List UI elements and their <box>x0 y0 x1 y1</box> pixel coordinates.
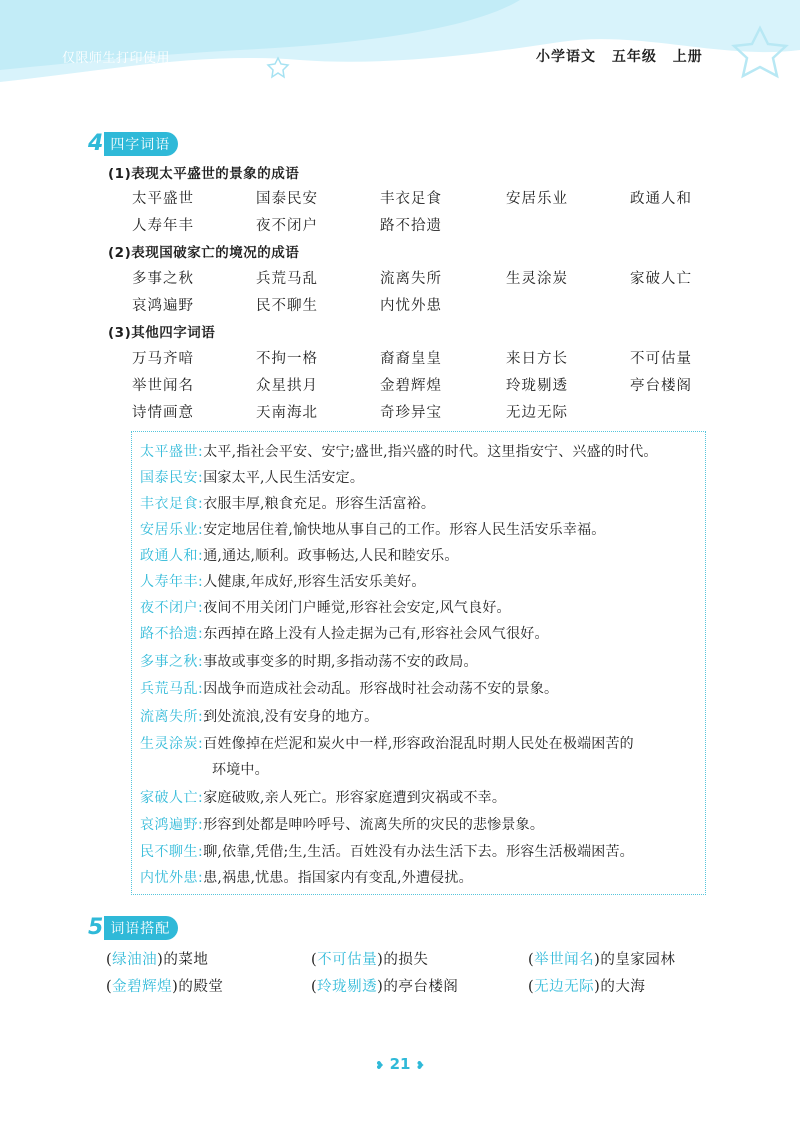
idiom: 多事之秋 <box>132 271 194 287</box>
category-title: (1)表现太平盛世的景象的成语 <box>108 166 300 182</box>
collocation-pair: (举世闻名)的皇家园林 <box>528 952 676 968</box>
definition <box>140 621 549 647</box>
definition <box>140 812 544 838</box>
definition-term: 多事之秋: <box>140 654 204 670</box>
definition-text: 太平,指社会平安、安宁;盛世,指兴盛的时代。这里指安宁、兴盛的时代。 <box>203 444 658 460</box>
definition-term: 国泰民安: <box>140 470 204 486</box>
idiom: 太平盛世 <box>132 191 194 207</box>
definition-term: 安居乐业: <box>140 522 204 538</box>
definition-term: 流离失所: <box>140 709 204 725</box>
definition-text: 人健康,年成好,形容生活安乐美好。 <box>203 574 426 590</box>
collocation-suffix: 的大海 <box>600 979 646 995</box>
definition-term: 民不聊生: <box>140 844 204 860</box>
definition-text: 百姓像掉在烂泥和炭火中一样,形容政治混乱时期人民处在极端困苦的 <box>203 736 634 752</box>
definition-term: 人寿年丰: <box>140 574 204 590</box>
definition-term: 丰衣足食: <box>140 496 204 512</box>
definition-term: 政通人和: <box>140 548 204 564</box>
definition-text: 安定地居住着,愉快地从事自己的工作。形容人民生活安乐幸福。 <box>203 522 606 538</box>
collocation-suffix: 的皇家园林 <box>600 952 676 968</box>
section-5-number: 5 <box>88 915 104 940</box>
definition-text: 通,通达,顺利。政事畅达,人民和睦安乐。 <box>203 548 459 564</box>
collocation-pair: (金碧辉煌)的殿堂 <box>106 979 224 995</box>
definition <box>140 676 558 702</box>
definition <box>140 731 634 783</box>
definition-term: 路不拾遗: <box>140 626 204 642</box>
definition <box>140 839 634 865</box>
definition <box>140 517 605 543</box>
category-title: (3)其他四字词语 <box>108 325 216 341</box>
definition-text: 东西掉在路上没有人捡走据为己有,形容社会风气很好。 <box>203 626 549 642</box>
idiom: 生灵涂炭 <box>506 271 568 287</box>
definition-text: 因战争而造成社会动乱。形容战时社会动荡不安的景象。 <box>203 681 559 697</box>
definition-term: 内忧外患: <box>140 870 204 886</box>
definition-term: 太平盛世: <box>140 444 204 460</box>
volume: 上册 <box>672 49 703 65</box>
idiom: 亭台楼阁 <box>630 378 692 394</box>
idiom: 夜不闭户 <box>256 218 318 234</box>
definition <box>140 649 478 675</box>
idiom: 国泰民安 <box>256 191 318 207</box>
idiom: 来日方长 <box>506 351 568 367</box>
definition-term: 家破人亡: <box>140 790 204 806</box>
idiom: 无边无际 <box>506 405 568 421</box>
idiom: 金碧辉煌 <box>380 378 442 394</box>
definition <box>140 785 506 811</box>
collocation-suffix: 的亭台楼阁 <box>383 979 459 995</box>
definition-text: 事故或事变多的时期,多指动荡不安的政局。 <box>203 654 478 670</box>
page-number: 21 <box>389 1055 411 1073</box>
definition <box>140 439 658 465</box>
idiom: 玲珑剔透 <box>506 378 568 394</box>
idiom: 家破人亡 <box>630 271 692 287</box>
idiom: 举世闻名 <box>132 378 194 394</box>
idiom: 内忧外患 <box>380 298 442 314</box>
definition-text: 患,祸患,忧患。指国家内有变乱,外遭侵扰。 <box>203 870 473 886</box>
book-subject-label <box>536 46 713 66</box>
collocation-pair: (绿油油)的菜地 <box>106 952 209 968</box>
idiom: 众星拱月 <box>256 378 318 394</box>
definition-text: 国家太平,人民生活安定。 <box>203 470 365 486</box>
subject: 小学语文 <box>536 49 596 65</box>
definition-text: 衣服丰厚,粮食充足。形容生活富裕。 <box>203 496 436 512</box>
collocation-answer: 玲珑剔透 <box>317 979 378 995</box>
idiom: 万马齐喑 <box>132 351 194 367</box>
definition <box>140 865 473 891</box>
definition <box>140 595 511 621</box>
idiom: 安居乐业 <box>506 191 568 207</box>
idiom: 流离失所 <box>380 271 442 287</box>
idiom: 政通人和 <box>630 191 692 207</box>
section-5-title: 词语搭配 <box>104 916 178 940</box>
idiom: 人寿年丰 <box>132 218 194 234</box>
grade: 五年级 <box>611 49 657 65</box>
definition-text: 聊,依靠,凭借;生,生活。百姓没有办法生活下去。形容生活极端困苦。 <box>203 844 634 860</box>
page-footer <box>0 1055 800 1073</box>
definition <box>140 491 435 517</box>
collocation-answer: 不可估量 <box>317 952 378 968</box>
definition-term: 生灵涂炭: <box>140 736 204 752</box>
idiom: 诗情画意 <box>132 405 194 421</box>
collocation-suffix: 的菜地 <box>163 952 209 968</box>
small-star-icon <box>268 58 288 77</box>
definition-term: 兵荒马乱: <box>140 681 204 697</box>
collocation-pair: (无边无际)的大海 <box>528 979 646 995</box>
collocation-pair: (不可估量)的损失 <box>311 952 429 968</box>
idiom: 民不聊生 <box>256 298 318 314</box>
idiom: 丰衣足食 <box>380 191 442 207</box>
collocation-pair: (玲珑剔透)的亭台楼阁 <box>311 979 459 995</box>
idiom: 裔裔皇皇 <box>380 351 442 367</box>
idiom: 奇珍异宝 <box>380 405 442 421</box>
idiom: 天南海北 <box>256 405 318 421</box>
section-4-header <box>88 132 178 156</box>
definition-term: 哀鸿遍野: <box>140 817 204 833</box>
definition <box>140 704 378 730</box>
definition <box>140 465 364 491</box>
definition-text: 形容到处都是呻吟呼号、流离失所的灾民的悲惨景象。 <box>203 817 545 833</box>
idiom: 兵荒马乱 <box>256 271 318 287</box>
idiom: 路不拾遗 <box>380 218 442 234</box>
category-title: (2)表现国破家亡的境况的成语 <box>108 245 300 261</box>
left-ornament-icon: ❥ <box>375 1059 385 1072</box>
definition-term: 夜不闭户: <box>140 600 204 616</box>
idiom: 不拘一格 <box>256 351 318 367</box>
watermark: 仅限师生打印使用 <box>62 51 171 66</box>
idiom: 哀鸿遍野 <box>132 298 194 314</box>
definition-text-continued: 环境中。 <box>212 762 269 778</box>
definition <box>140 543 459 569</box>
collocation-suffix: 的损失 <box>383 952 429 968</box>
collocation-answer: 金碧辉煌 <box>112 979 173 995</box>
definition-text: 夜间不用关闭门户睡觉,形容社会安定,风气良好。 <box>203 600 511 616</box>
idiom: 不可估量 <box>630 351 692 367</box>
collocation-answer: 无边无际 <box>534 979 595 995</box>
right-ornament-icon: ❥ <box>415 1059 425 1072</box>
definition-text: 到处流浪,没有安身的地方。 <box>203 709 379 725</box>
collocation-answer: 绿油油 <box>112 952 158 968</box>
collocation-answer: 举世闻名 <box>534 952 595 968</box>
collocation-suffix: 的殿堂 <box>178 979 224 995</box>
definition <box>140 569 426 595</box>
definition-text: 家庭破败,亲人死亡。形容家庭遭到灾祸或不幸。 <box>203 790 507 806</box>
section-5-header <box>88 916 178 940</box>
section-4-title: 四字词语 <box>104 132 178 156</box>
section-4-number: 4 <box>88 131 104 156</box>
